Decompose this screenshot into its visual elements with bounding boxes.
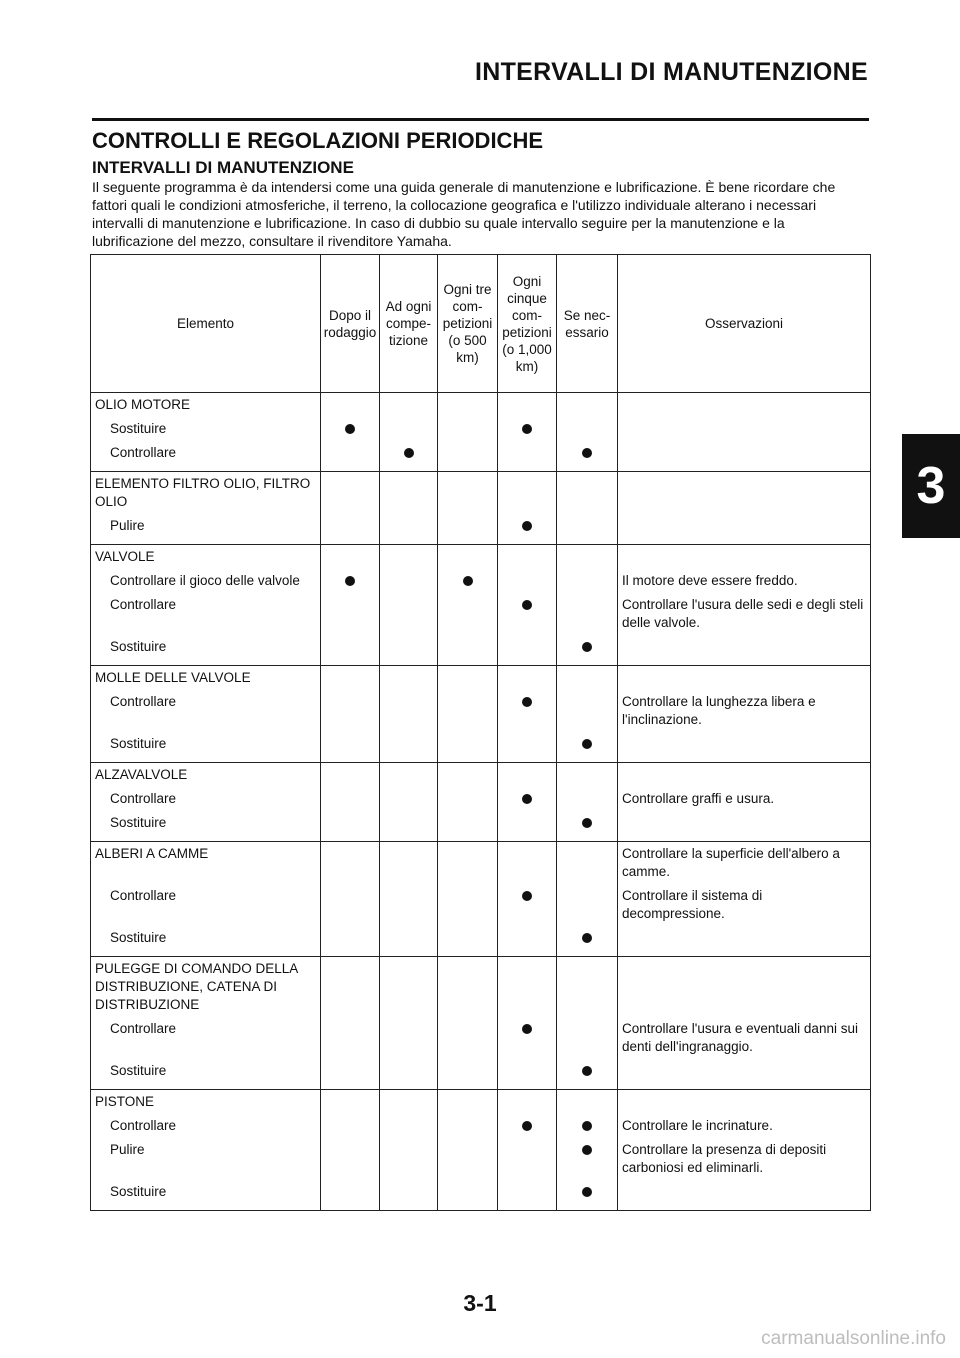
group-title: PISTONE: [95, 1094, 155, 1109]
interval-mark-dot: [582, 739, 592, 749]
item-note: Il motore deve essere freddo.: [622, 573, 798, 588]
interval-mark-dot: [582, 1121, 592, 1131]
cell-osservazioni: [618, 666, 871, 763]
item-action: Pulire: [110, 1142, 145, 1157]
watermark: carmanualsonline.info: [761, 1328, 946, 1349]
col-header-rodaggio: Dopo il rodaggio: [321, 255, 380, 393]
item-note: Controllare l'usura delle sedi e degli steli delle valvole.: [622, 597, 864, 630]
col-header-competizione: Ad ogni competizione: [380, 255, 438, 393]
cell-elemento: [91, 763, 321, 842]
item-action: Controllare: [110, 597, 177, 612]
cell-osservazioni: [618, 763, 871, 842]
col-header-necessario: Se necessario: [557, 255, 618, 393]
group-title: PULEGGE DI COMANDO DELLA DISTRIBUZIONE, CATENA DI DISTRIBUZIONE: [95, 961, 298, 1012]
col-header-cinque-competizioni: Ogni cinque competizioni (o 1,000 km): [498, 255, 557, 393]
group-note: Controllare la superficie dell'albero a camme.: [622, 846, 840, 879]
item-action: Sostituire: [110, 930, 167, 945]
item-note: [618, 732, 870, 756]
cell-tre: [438, 545, 498, 666]
group-title: VALVOLE: [95, 549, 155, 564]
intro-paragraph: Il seguente programma è da intendersi come una guida generale di manutenzione e lubrificazione. È bene ricordare che fattori quali le condizioni atmosferiche, il terreno, la collocazione geografica e l'utilizzo individuale alterano i necessari intervalli di manutenzione e lubrificazione. In caso di dubbio su quale intervallo seguire per la manutenzione e la lubrificazione del mezzo, consultare il rivenditore Yamaha.: [92, 179, 836, 249]
cell-rodaggio: [321, 763, 380, 842]
cell-competizione: [380, 393, 438, 472]
item-action: Sostituire: [110, 736, 167, 751]
cell-necessario: [557, 1090, 618, 1211]
item-action: Pulire: [110, 518, 145, 533]
item-action: Controllare: [110, 1021, 177, 1036]
cell-necessario: [557, 393, 618, 472]
cell-elemento: [91, 1090, 321, 1211]
interval-mark-dot: [582, 642, 592, 652]
item-action: Sostituire: [110, 639, 167, 654]
cell-elemento: [91, 393, 321, 472]
interval-mark-dot: [522, 697, 532, 707]
sub-title: INTERVALLI DI MANUTENZIONE: [92, 158, 354, 177]
cell-tre: [438, 842, 498, 957]
cell-necessario: [557, 472, 618, 545]
interval-mark-dot: [582, 933, 592, 943]
item-action: Sostituire: [110, 1063, 167, 1078]
table-group-row: [91, 545, 871, 666]
maintenance-table: [90, 254, 871, 1211]
item-action: Sostituire: [110, 1184, 167, 1199]
cell-cinque: [498, 666, 557, 763]
cell-competizione: [380, 763, 438, 842]
cell-cinque: [498, 1090, 557, 1211]
interval-mark-dot: [463, 576, 473, 586]
cell-competizione: [380, 1090, 438, 1211]
cell-osservazioni: [618, 545, 871, 666]
group-title: ELEMENTO FILTRO OLIO, FILTRO OLIO: [95, 476, 311, 509]
table-group-row: [91, 472, 871, 545]
group-title: ALBERI A CAMME: [95, 846, 209, 861]
item-note: Controllare graffi e usura.: [622, 791, 775, 806]
col-header-tre-competizioni: Ogni tre competizioni (o 500 km): [438, 255, 498, 393]
item-note: [618, 441, 870, 465]
cell-cinque: [498, 472, 557, 545]
group-title: ALZAVALVOLE: [95, 767, 188, 782]
item-note: [618, 417, 870, 441]
item-action: Controllare: [110, 445, 177, 460]
cell-rodaggio: [321, 957, 380, 1090]
item-action: Controllare: [110, 791, 177, 806]
item-action: Controllare il gioco delle valvole: [110, 573, 300, 588]
cell-rodaggio: [321, 545, 380, 666]
cell-necessario: [557, 545, 618, 666]
group-title: OLIO MOTORE: [95, 397, 191, 412]
cell-cinque: [498, 842, 557, 957]
interval-mark-dot: [522, 600, 532, 610]
cell-necessario: [557, 763, 618, 842]
table-header-row: [91, 255, 871, 393]
cell-osservazioni: [618, 393, 871, 472]
group-title: MOLLE DELLE VALVOLE: [95, 670, 251, 685]
cell-elemento: [91, 842, 321, 957]
interval-mark-dot: [582, 448, 592, 458]
cell-elemento: [91, 666, 321, 763]
cell-tre: [438, 666, 498, 763]
item-action: Controllare: [110, 888, 177, 903]
item-note: [618, 514, 870, 538]
item-action: Sostituire: [110, 815, 167, 830]
section-title: CONTROLLI E REGOLAZIONI PERIODICHE: [92, 128, 544, 153]
chapter-tab: 3: [902, 434, 960, 538]
interval-mark-dot: [582, 1145, 592, 1155]
interval-mark-dot: [522, 1121, 532, 1131]
cell-competizione: [380, 666, 438, 763]
item-action: Controllare: [110, 1118, 177, 1133]
item-note: [618, 1180, 870, 1204]
item-note: [618, 635, 870, 659]
interval-mark-dot: [345, 424, 355, 434]
cell-necessario: [557, 957, 618, 1090]
cell-rodaggio: [321, 393, 380, 472]
item-note: Controllare la presenza di depositi carboniosi ed eliminarli.: [622, 1142, 827, 1175]
col-header-elemento: Elemento: [91, 255, 321, 393]
interval-mark-dot: [522, 1024, 532, 1034]
table-group-row: [91, 393, 871, 472]
item-action: Sostituire: [110, 421, 167, 436]
cell-competizione: [380, 545, 438, 666]
interval-mark-dot: [582, 1066, 592, 1076]
interval-mark-dot: [522, 794, 532, 804]
table-group-row: [91, 666, 871, 763]
cell-tre: [438, 957, 498, 1090]
table-group-row: [91, 1090, 871, 1211]
interval-mark-dot: [582, 818, 592, 828]
cell-rodaggio: [321, 842, 380, 957]
interval-mark-dot: [582, 1187, 592, 1197]
cell-rodaggio: [321, 472, 380, 545]
cell-tre: [438, 393, 498, 472]
interval-mark-dot: [404, 448, 414, 458]
table-group-row: [91, 763, 871, 842]
header-rule: [92, 118, 869, 121]
cell-necessario: [557, 842, 618, 957]
cell-competizione: [380, 842, 438, 957]
item-note: Controllare l'usura e eventuali danni sui denti dell'ingranaggio.: [622, 1021, 858, 1054]
cell-cinque: [498, 763, 557, 842]
cell-necessario: [557, 666, 618, 763]
cell-elemento: [91, 472, 321, 545]
cell-osservazioni: [618, 472, 871, 545]
interval-mark-dot: [522, 891, 532, 901]
cell-osservazioni: [618, 1090, 871, 1211]
page-header-title: INTERVALLI DI MANUTENZIONE: [475, 58, 868, 86]
table-group-row: [91, 957, 871, 1090]
cell-cinque: [498, 957, 557, 1090]
page-number: 3-1: [463, 1290, 497, 1316]
interval-mark-dot: [522, 424, 532, 434]
cell-rodaggio: [321, 1090, 380, 1211]
interval-mark-dot: [345, 576, 355, 586]
item-note: Controllare il sistema di decompressione.: [622, 888, 763, 921]
cell-cinque: [498, 393, 557, 472]
cell-elemento: [91, 545, 321, 666]
item-action: Controllare: [110, 694, 177, 709]
interval-mark-dot: [522, 521, 532, 531]
cell-osservazioni: [618, 842, 871, 957]
item-note: [618, 926, 870, 950]
cell-cinque: [498, 545, 557, 666]
item-note: Controllare le incrinature.: [622, 1118, 773, 1133]
table-group-row: [91, 842, 871, 957]
cell-tre: [438, 472, 498, 545]
item-note: [618, 1059, 870, 1083]
cell-competizione: [380, 472, 438, 545]
cell-osservazioni: [618, 957, 871, 1090]
item-note: [618, 811, 870, 835]
cell-tre: [438, 1090, 498, 1211]
item-note: Controllare la lunghezza libera e l'inclinazione.: [622, 694, 816, 727]
cell-competizione: [380, 957, 438, 1090]
col-header-osservazioni: Osservazioni: [618, 255, 871, 393]
cell-elemento: [91, 957, 321, 1090]
cell-tre: [438, 763, 498, 842]
cell-rodaggio: [321, 666, 380, 763]
